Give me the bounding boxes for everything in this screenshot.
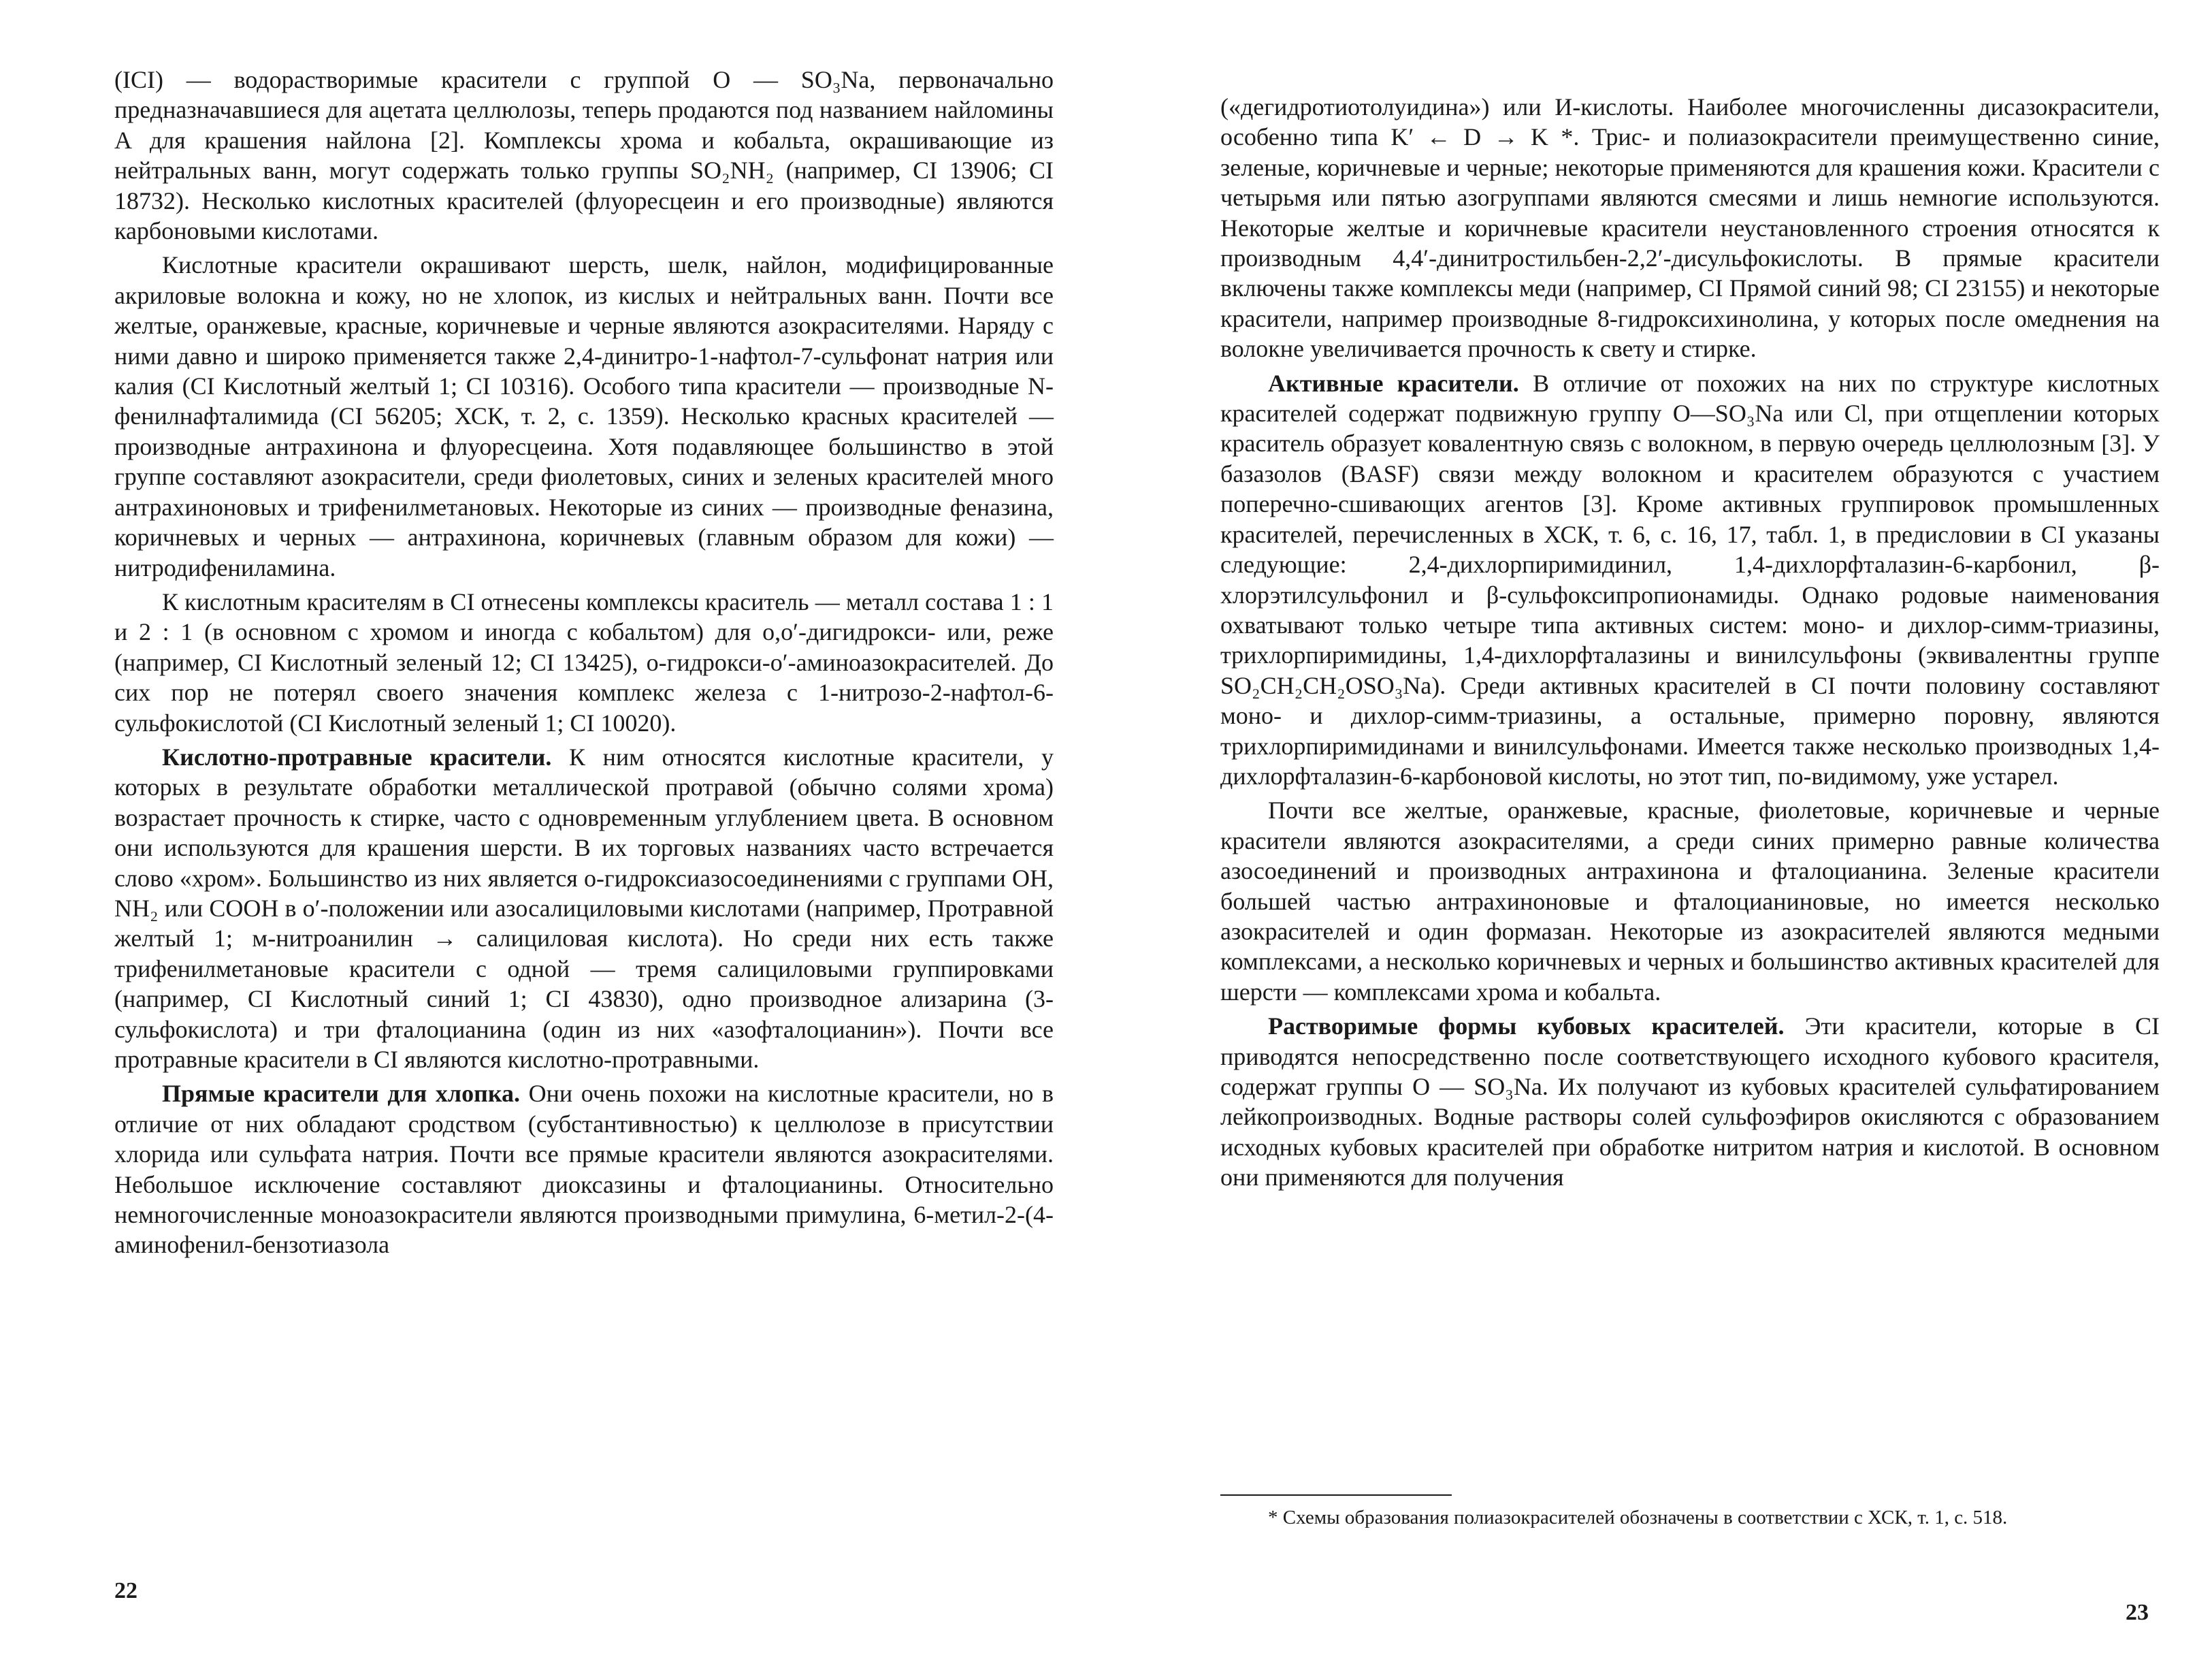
- paragraph: [1220, 1011, 2160, 1192]
- paragraph-text: В отличие от похожих на них по структуре кислотных красителей содержат подвижную группу O—SO₃Na или Cl, при отщеплении которых краситель образует ковалентную связь с волокном, в первую очередь целлюлозным [3]. У базазолов (BASF) связи между волокном и красителем образуются с участием поперечно-сшивающих агентов [3]. Кроме активных группировок промышленных красителей, перечисленных в ХСК, т. 6, с. 16, 17, табл. 1, в предисловии в CI указаны следующие: 2,4-дихлорпиримидинил, 1,4-дихлорфталазин-6-карбонил, β-хлорэтилсульфонил и β-сульфоксипропионамиды. Однако родовые наименования охватывают только четыре типа активных систем: моно- и дихлор-симм-триазины, трихлорпиримидины, 1,4-дихлорфталазины и винилсульфоны (эквивалентны группе SO₂CH₂CH₂OSO₃Na). Среди активных красителей в CI почти половину составляют моно- и дихлор-симм-триазины, а остальные, примерно поровну, являются трихлорпиримидинами и винилсульфонами. Имеется также несколько производных 1,4-дихлорфталазин-6-карбоновой кислоты, но этот тип, по-видимому, уже устарел.: [1220, 369, 2160, 790]
- section-heading: Растворимые формы кубовых красителей.: [1268, 1012, 1785, 1040]
- paragraph-text: Кислотные красители окрашивают шерсть, шелк, найлон, модифицированные акриловые волокна и кожу, но не хлопок, из кислых и нейтральных ванн. Почти все желтые, оранжевые, красные, коричневые и черные являются азокрасителями. Наряду с ними давно и широко применяется также 2,4-динитро-1-нафтол-7-сульфонат натрия или калия (CI Кислотный желтый 1; CI 10316). Особого типа красители — производные N-фенилнафталимида (CI 56205; ХСК, т. 2, с. 1359). Несколько красных красителей — производные антрахинона и флуоресцеина. Хотя подавляющее большинство в этой группе составляют азокрасители, среди фиолетовых, синих и зеленых красителей много антрахиноновых и трифенилметановых. Некоторые из синих — производные феназина, коричневых и черных — антрахинона, коричневых (главным образом для кожи) — нитродифениламина.: [114, 251, 1054, 581]
- paragraph: [114, 1078, 1054, 1260]
- paragraph: [114, 742, 1054, 1074]
- footnote: * Схемы образования полиазокрасителей обозначены в соответствии с ХСК, т. 1, с. 518.: [1268, 1507, 2008, 1528]
- section-heading: Кислотно-протравные красители.: [162, 743, 552, 771]
- paragraph-text: Почти все желтые, оранжевые, красные, фиолетовые, коричневые и черные красители являются азокрасителями, а среди синих примерно равные количества азосоединений и производных антрахинона и фталоцианина. Зеленые красители большей частью антрахиноновые и фталоцианиновые, но имеется несколько азокрасителей и один формазан. Некоторые из азокрасителей являются медными комплексами, а несколько коричневых и черных и большинство активных красителей для шерсти — комплексами хрома и кобальта.: [1220, 797, 2160, 1006]
- paragraph-text: К ним относятся кислотные красители, у которых в результате обработки металлической протравой (обычно солями хрома) возрастает прочность к стирке, часто с одновременным углублением цвета. В основном они используются для крашения шерсти. В их торговых названиях часто встречается слово «хром». Большинство из них является o-гидроксиазосоединениями с группами OH, NH₂ или COOH в o′-положении или азосалициловыми кислотами (например, Протравной желтый 1; м-нитроанилин → салициловая кислота). Но среди них есть также трифенилметановые красители с одной — тремя салициловыми группировками (например, CI Кислотный синий 1; CI 43830), одно производное ализарина (3-сульфокислота) и три фталоцианина (один из них «азофталоцианин»). Почти все протравные красители в CI являются кислотно-протравными.: [114, 743, 1054, 1073]
- section-heading: Активные красители.: [1268, 369, 1519, 397]
- paragraph-text: Эти красители, которые в CI приводятся непосредственно после соответствующего исходного кубового красителя, содержат группы O — SO₃Na. Их получают из кубовых красителей сульфатированием лейкопроизводных. Водные растворы солей сульфоэфиров окисляются с образованием исходных кубовых красителей при обработке нитритом натрия и кислотой. В основном они применяются для получения: [1220, 1012, 2160, 1191]
- page-number: 22: [114, 1578, 137, 1603]
- paragraph-text: (ICI) — водорастворимые красители с группой O — SO₃Na, первоначально предназначавшиеся для ацетата целлюлозы, теперь продаются под названием найломины A для крашения найлона [2]. Комплексы хрома и кобальта, окрашивающие из нейтральных ванн, могут содержать только группы SO₂NH₂ (например, CI 13906; CI 18732). Несколько кислотных красителей (флуоресцеин и его производные) являются карбоновыми кислотами.: [114, 66, 1054, 245]
- paragraph: [114, 65, 1054, 246]
- paragraph-text: Они очень похожи на кислотные красители, но в отличие от них обладают сродством (субстантивностью) к целлюлозе в присутствии хлорида или сульфата натрия. Почти все прямые красители являются азокрасителями. Небольшое исключение составляют диоксазины и фталоцианины. Относительно немногочисленные моноазокрасители являются производными примулина, 6-метил-2-(4-аминофенил-бензотиазола: [114, 1080, 1054, 1259]
- paragraph: [114, 250, 1054, 582]
- paragraph: [114, 587, 1054, 738]
- right-text-column: [1220, 92, 2160, 1193]
- left-text-column: [114, 65, 1054, 1260]
- paragraph-text: («дегидротиотолуидина») или И-кислоты. Наиболее многочисленны дисазокрасители, особенно типа K′ ← D → K *. Трис- и полиазокрасители преимущественно синие, зеленые, коричневые и черные; некоторые применяются для крашения кожи. Красители с четырьмя или пятью азогруппами являются смесями и лишь немногие используются. Некоторые желтые и коричневые красители неустановленного строения относятся к производным 4,4′-динитростильбен-2,2′-дисульфокислоты. В прямые красители включены также комплексы меди (например, CI Прямой синий 98; CI 23155) и некоторые красители, например производные 8-гидроксихинолина, у которых после омеднения на волокне увеличивается прочность к свету и стирке.: [1220, 93, 2160, 363]
- page-number: 23: [2126, 1600, 2149, 1625]
- footnote-divider: [1220, 1494, 1452, 1496]
- paragraph: [1220, 795, 2160, 1007]
- paragraph-text: К кислотным красителям в CI отнесены комплексы краситель — металл состава 1 : 1 и 2 : 1 (в основном с хромом и иногда с кобальтом) для o,o′-дигидрокси- или, реже (например, CI Кислотный зеленый 12; CI 13425), o-гидрокси-o′-аминоазокрасителей. До сих пор не потерял своего значения комплекс железа с 1-нитрозо-2-нафтол-6-сульфокислотой (CI Кислотный зеленый 1; CI 10020).: [114, 588, 1054, 737]
- paragraph: [1220, 92, 2160, 364]
- section-heading: Прямые красители для хлопка.: [162, 1080, 521, 1108]
- paragraph: [1220, 368, 2160, 792]
- right-page: [1106, 0, 2212, 1668]
